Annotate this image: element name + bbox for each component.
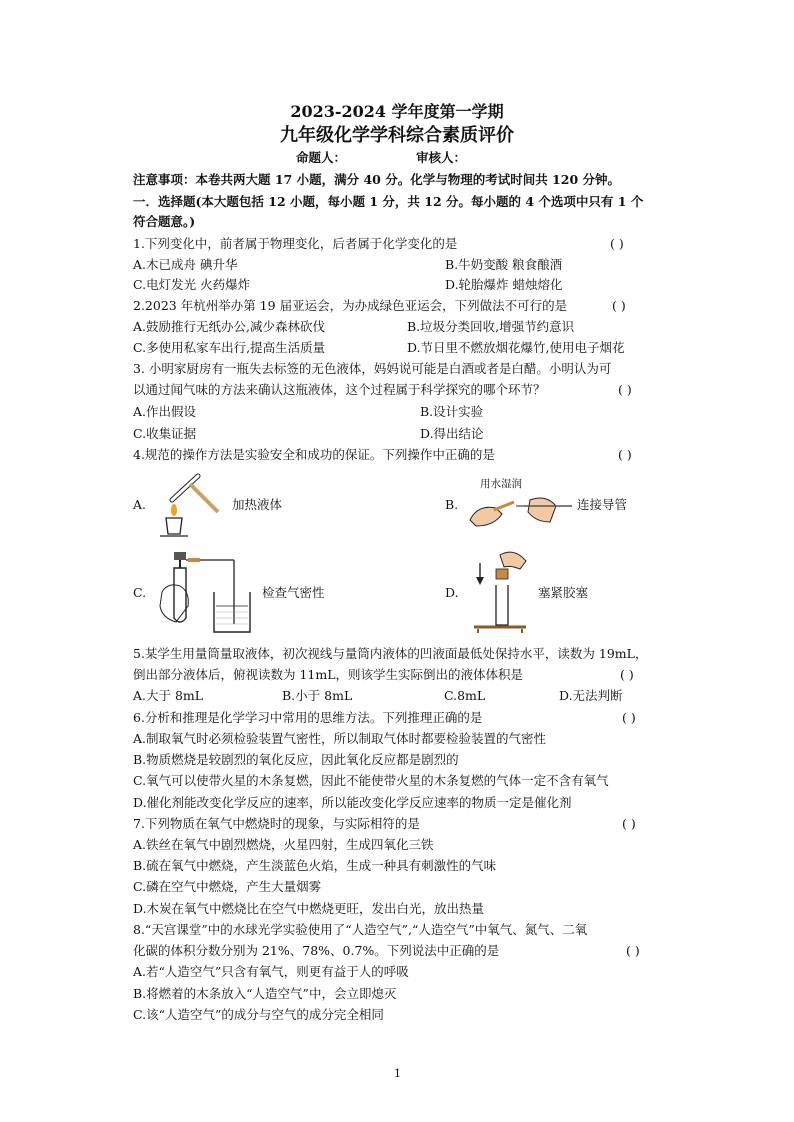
- q7-option-c: C.磷在空气中燃烧，产生大量烟雾: [133, 879, 322, 894]
- q5-stem-line1: 5.某学生用量筒量取液体，初次视线与量筒内液体的凹液面最低处保持水平，读数为 19mL，: [133, 646, 648, 661]
- q8-stem-line2: 化碳的体积分数分别为 21%、78%、0.7%。下列说法中正确的是: [133, 943, 500, 958]
- q4-option-a-letter: A.: [133, 497, 147, 512]
- notice: 注意事项：本卷共两大题 17 小题，满分 40 分。化学与物理的考试时间共 120 分钟。: [133, 172, 620, 187]
- q7-option-a: A.铁丝在氧气中剧烈燃烧，火星四射，生成四氧化三铁: [133, 837, 434, 852]
- q4-option-b-letter: B.: [445, 497, 459, 512]
- q7-option-d: D.木炭在氧气中燃烧比在空气中燃烧更旺，发出白光，放出热量: [133, 901, 485, 916]
- q1-option-a: A.木已成舟 碘升华: [133, 257, 238, 272]
- reviewer-label: 审核人：: [416, 150, 467, 165]
- q1-stem: 1.下列变化中，前者属于物理变化，后者属于化学变化的是: [133, 236, 458, 251]
- q4-option-a-text: 加热液体: [232, 497, 283, 512]
- q2-option-d: D.节日里不燃放烟花爆竹,使用电子烟花: [407, 340, 625, 355]
- q6-option-c: C.氧气可以使带火星的木条复燃，因此不能使带火星的木条复燃的气体一定不含有氧气: [133, 773, 609, 788]
- q4-option-c-text: 检查气密性: [262, 585, 325, 600]
- section1-title-line1: 一．选择题(本大题包括 12 小题，每小题 1 分，共 12 分。每小题的 4 个选项中只有 1 个: [133, 194, 644, 209]
- q8-stem-line1: 8.“天宫课堂”中的水球光学实验使用了“人造空气”,“人造空气”中氧气、氮气、二氧: [133, 922, 588, 937]
- q8-option-c: C.该“人造空气”的成分与空气的成分完全相同: [133, 1007, 384, 1022]
- stopper-insertion-illustration: [470, 545, 532, 633]
- q5-stem-line2: 倒出部分液体后，俯视读数为 11mL，则该学生实际倒出的液体体积是: [133, 667, 524, 682]
- q5-option-a: A.大于 8mL: [133, 688, 204, 703]
- q1-option-b: B.牛奶变酸 粮食酿酒: [445, 257, 563, 272]
- q5-option-c: C.8mL: [444, 688, 486, 703]
- q4-answer-bracket[interactable]: ( ): [618, 447, 632, 462]
- q7-option-b: B.硫在氧气中燃烧，产生淡蓝色火焰，生成一种具有刺激性的气味: [133, 858, 497, 873]
- q5-answer-bracket[interactable]: ( ): [620, 667, 634, 682]
- q3-stem-line1: 3. 小明家厨房有一瓶失去标签的无色液体，妈妈说可能是白酒或者是白醋。小明认为可: [133, 361, 612, 376]
- q6-answer-bracket[interactable]: ( ): [622, 710, 636, 725]
- q3-option-a: A.作出假设: [133, 404, 197, 419]
- q7-stem: 7.下列物质在氧气中燃烧时的现象，与实际相符的是: [133, 816, 420, 831]
- q5-option-b: B.小于 8mL: [282, 688, 353, 703]
- q4-stem: 4.规范的操作方法是实验安全和成功的保证。下列操作中正确的是: [133, 447, 495, 462]
- q8-option-a: A.若“人造空气”只含有氧气，则更有益于人的呼吸: [133, 964, 409, 979]
- q2-option-b: B.垃圾分类回收,增强节约意识: [407, 319, 575, 334]
- airtightness-check-illustration: [154, 548, 254, 638]
- q2-stem: 2.2023 年杭州举办第 19 届亚运会，为办成绿色亚运会，下列做法不可行的是: [133, 298, 568, 313]
- q1-option-c: C.电灯发光 火药爆炸: [133, 277, 251, 292]
- q2-option-a: A.鼓励推行无纸办公,减少森林砍伐: [133, 319, 325, 334]
- q3-option-c: C.收集证据: [133, 426, 197, 441]
- q6-option-d: D.催化剂能改变化学反应的速率，所以能改变化学反应速率的物质一定是催化剂: [133, 795, 572, 810]
- q7-answer-bracket[interactable]: ( ): [622, 816, 636, 831]
- q6-stem: 6.分析和推理是化学学习中常用的思维方法。下列推理正确的是: [133, 710, 483, 725]
- exam-year-title: 2023-2024 学年度第一学期: [290, 102, 504, 121]
- q3-stem-line2: 以通过闻气味的方法来确认这瓶液体，这个过程属于科学探究的哪个环节？: [133, 382, 546, 397]
- q1-answer-bracket[interactable]: ( ): [610, 236, 624, 251]
- q4-option-d-letter: D.: [445, 585, 459, 600]
- q5-option-d: D.无法判断: [559, 688, 623, 703]
- q2-answer-bracket[interactable]: ( ): [612, 298, 626, 313]
- section1-title-line2: 符合题意。): [133, 214, 196, 229]
- q4-option-b-text: 连接导管: [577, 497, 628, 512]
- q1-option-d: D.轮胎爆炸 蜡烛熔化: [445, 277, 563, 292]
- q8-answer-bracket[interactable]: ( ): [626, 943, 640, 958]
- connecting-tube-illustration: [464, 484, 576, 532]
- q8-option-b: B.将燃着的木条放入“人造空气”中，会立即熄灭: [133, 986, 397, 1001]
- page-number: 1: [394, 1067, 401, 1080]
- exam-title: 九年级化学学科综合素质评价: [280, 125, 514, 146]
- q3-option-b: B.设计实验: [420, 404, 484, 419]
- q4-option-b-caption: 用水湿润: [480, 478, 522, 490]
- q6-option-a: A.制取氧气时必须检验装置气密性，所以制取气体时都要检验装置的气密性: [133, 731, 547, 746]
- q3-answer-bracket[interactable]: ( ): [618, 382, 632, 397]
- author-label: 命题人：: [296, 150, 347, 165]
- q6-option-b: B.物质燃烧是较剧烈的氧化反应，因此氧化反应都是剧烈的: [133, 752, 459, 767]
- q4-option-d-text: 塞紧胶塞: [538, 585, 589, 600]
- q2-option-c: C.多使用私家车出行,提高生活质量: [133, 340, 326, 355]
- heating-liquid-illustration: [150, 468, 225, 540]
- q3-option-d: D.得出结论: [420, 426, 484, 441]
- q4-option-c-letter: C.: [133, 585, 147, 600]
